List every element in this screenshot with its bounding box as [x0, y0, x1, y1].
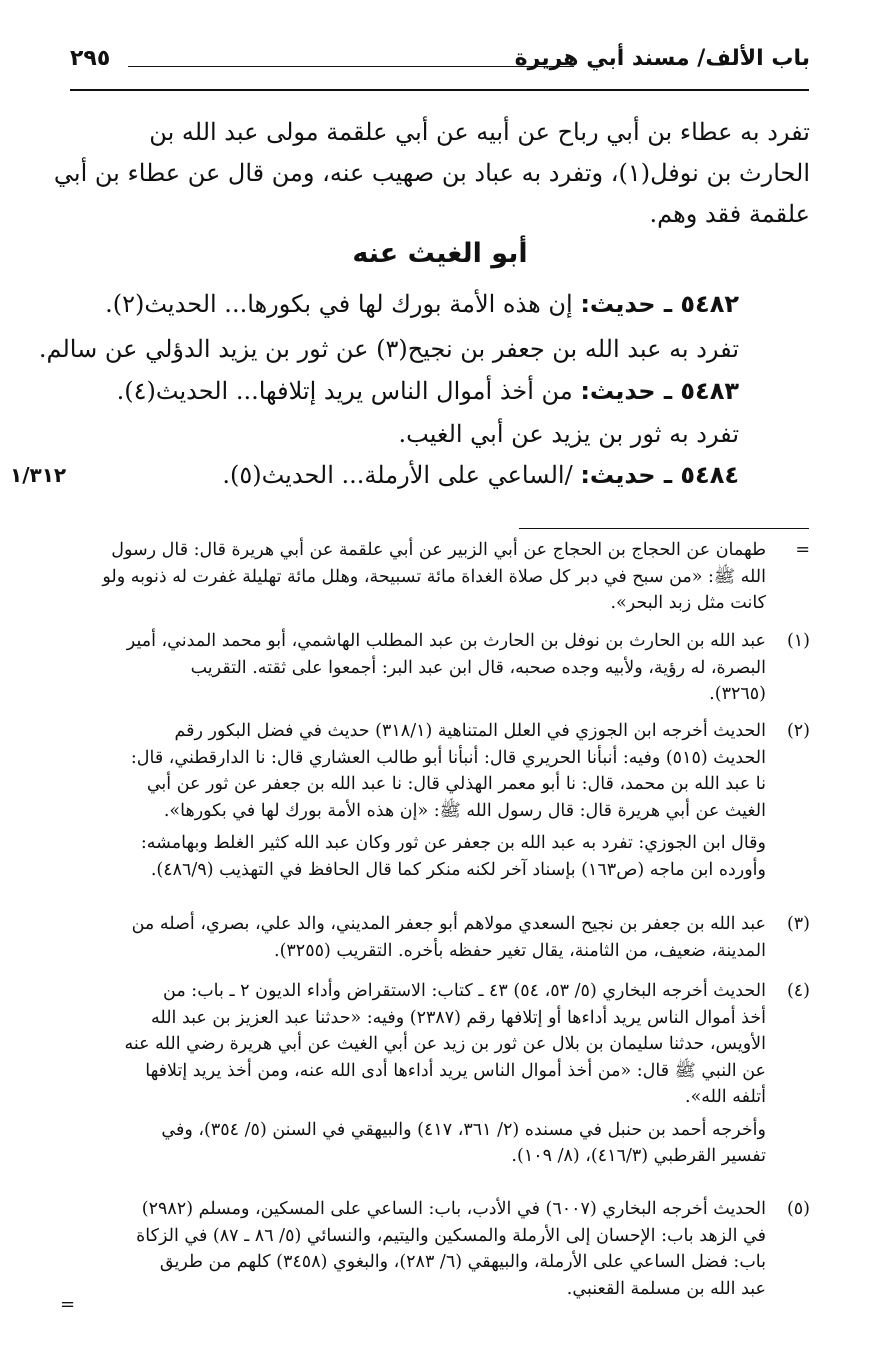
footnote: [70, 718, 810, 883]
hadith-line: [70, 290, 739, 318]
intro-line: تفرد به عطاء بن أبي رباح عن أبيه عن أبي علقمة مولى عبد الله بن: [149, 118, 810, 146]
footnote-line: الأويس، حدثنا سليمان بن بلال عن ثور بن زيد عن أبي الغيث عن أبي هريرة رضي الله عنه: [124, 1034, 766, 1054]
footnote-line: البصرة، له رؤية، ولأبيه وجده صحبه، قال ابن عبد البر: أجمعوا على ثقته. التقريب: [190, 657, 766, 678]
hadith-number: ٥٤٨٣ ـ حديث:: [580, 377, 739, 405]
footnote-line: كانت مثل زبد البحر».: [610, 593, 766, 613]
footnote-line: الحديث (٥١٥) وفيه: أنبأنا الحريري قال: أنبأنا أبو طالب العشاري قال: نا الدارقطني، قال:: [130, 747, 766, 768]
footnote-rule: [519, 528, 809, 529]
footnote-line: الحديث أخرجه البخاري (٦٠٠٧) في الأدب، باب: الساعي على المسكين، ومسلم (٢٩٨٢): [141, 1199, 766, 1219]
hadith-number: ٥٤٨٢ ـ حديث:: [580, 290, 739, 318]
footnote-line: عبد الله بن الحارث بن نوفل بن الحارث بن عبد المطلب الهاشمي، أبو محمد المدني، أمير: [126, 631, 766, 651]
footnote-mark: (١): [786, 631, 810, 651]
footnote: [70, 1196, 810, 1302]
hadith-line: [70, 377, 739, 405]
footnote-line: وأورده ابن ماجه (ص١٦٣) بإسناد آخر لكنه منكر كما قال الحافظ في التهذيب (٤٨٦/٩).: [150, 859, 766, 880]
hadith-line: [70, 461, 739, 489]
header-dash-line: [128, 66, 574, 67]
footnote-line: (٣٢٦٥).: [709, 684, 766, 704]
hadith-text: تفرد به ثور بن يزيد عن أبي الغيب.: [398, 420, 739, 448]
footnote-line: الغيث عن أبي هريرة قال: قال رسول الله ﷺ: «إن هذه الأمة بورك لها في بكورها».: [163, 800, 766, 821]
footnote-line: تفسير القرطبي (٤١٦/٣)، (٨/ ١٠٩).: [511, 1146, 766, 1166]
continuation-mark: =: [60, 1294, 76, 1315]
footnote-mark: (٢): [786, 721, 810, 741]
footnote-line: عبد الله بن جعفر بن نجيح السعدي مولاهم أبو جعفر المديني، والد علي، بصري، أصله من: [131, 914, 766, 934]
page-number: ٢٩٥: [70, 46, 111, 71]
footnote-line: الحديث أخرجه ابن الجوزي في العلل المتناهية (٣١٨/١) حديث في فضل البكور رقم: [174, 721, 766, 741]
footnote-line: المدينة، ضعيف، من الثامنة، يقال تغير حفظه بأخره. التقريب (٣٢٥٥).: [274, 940, 766, 961]
footnote-line: الله ﷺ: «من سبح في دبر كل صلاة الغداة مائة تسبيحة، وهلل مائة تهليلة غفرت له ذنوبه ولو: [102, 566, 766, 587]
footnote-mark: (٣): [786, 914, 810, 934]
hadith-text: /الساعي على الأرملة... الحديث(٥).: [222, 461, 581, 489]
footnote-line: وأخرجه أحمد بن حنبل في مسنده (٢/ ٣٦١، ٤١٧) والبيهقي في السنن (٥/ ٣٥٤)، وفي: [161, 1119, 766, 1140]
footnote-line: نا عبد الله بن محمد، قال: نا أبو معمر الهذلي قال: نا عبد الله بن جعفر عن ثور عن أبي: [146, 774, 766, 794]
footnote-line: باب: فضل الساعي على الأرملة، والبيهقي (٦/ ٢٨٣)، والبغوي (٣٤٥٨) كلهم من طريق: [159, 1252, 766, 1272]
hadith-text: إن هذه الأمة بورك لها في بكورها... الحديث(٢).: [105, 290, 581, 318]
footnote: [70, 628, 810, 708]
running-header: [70, 44, 810, 84]
hadith-line: [70, 420, 739, 448]
section-heading: أبو الغيث عنه: [352, 238, 528, 269]
footnote-line: عبد الله بن مسلمة القعنبي.: [566, 1278, 766, 1299]
footnote-line: الحديث أخرجه البخاري (٥/ ٥٣، ٥٤) ٤٣ ـ كتاب: الاستقراض وأداء الديون ٢ ـ باب: من: [163, 981, 766, 1001]
footnote-mark: =: [795, 540, 810, 560]
footnote-mark: (٥): [786, 1199, 810, 1219]
footnote: [70, 978, 810, 1170]
footnote-mark: (٤): [786, 981, 810, 1001]
hadith-line: [38, 335, 739, 363]
footnote-line: وقال ابن الجوزي: تفرد به عبد الله بن جعفر عن ثور وكان عبد الله كثير الغلط وبهامشه:: [140, 833, 766, 853]
footnote: [70, 911, 810, 964]
footnote-line: طهمان عن الحجاج بن الحجاج عن أبي الزبير عن أبي علقمة عن أبي هريرة قال: قال رسول: [111, 540, 766, 560]
footnote-line: عن النبي ﷺ قال: «من أخذ أموال الناس يريد أداءها أدى الله عنه، ومن أخذ يريد إتلافها: [145, 1060, 766, 1081]
footnote-line: أتلفه الله».: [685, 1087, 766, 1107]
footnote: [70, 537, 810, 617]
header-rule: [70, 89, 809, 91]
footnote-line: أخذ أموال الناس يريد أداءها أو إتلافها رقم (٢٣٨٧) وفيه: «حدثنا عبد العزيز بن عبد الله: [151, 1007, 766, 1028]
intro-line: علقمة فقد وهم.: [649, 200, 810, 228]
hadith-text: من أخذ أموال الناس يريد إتلافها... الحديث(٤).: [116, 377, 581, 405]
intro-line: الحارث بن نوفل(١)، وتفرد به عباد بن صهيب عنه، ومن قال عن عطاء بن أبي: [53, 159, 810, 187]
hadith-text: تفرد به عبد الله بن جعفر بن نجيح(٣) عن ثور بن يزيد الدؤلي عن سالم.: [38, 335, 739, 363]
margin-reference: ١/٣١٢: [10, 463, 67, 487]
hadith-number: ٥٤٨٤ ـ حديث:: [580, 461, 739, 489]
footnote-line: في الزهد باب: الإحسان إلى الأرملة والمسكين واليتيم، والنسائي (٥/ ٨٦ ـ ٨٧) في الزكاة: [136, 1225, 766, 1246]
chapter-title: باب الألف/ مسند أبي هريرة: [514, 46, 810, 71]
